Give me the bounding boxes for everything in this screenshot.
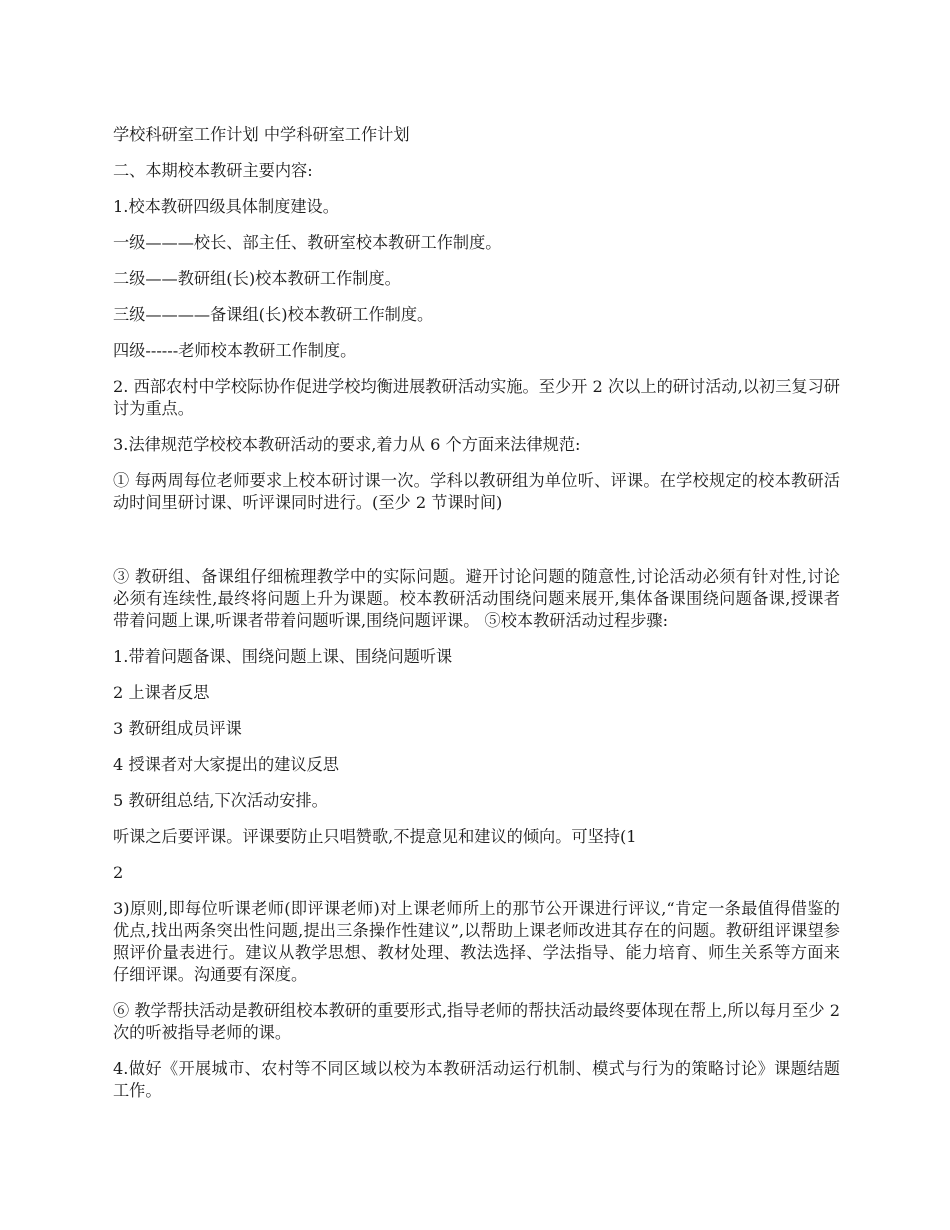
step-2-line: 2 上课者反思 bbox=[113, 683, 210, 702]
item-3-heading: 3.法律规范学校校本教研活动的要求,着力从 6 个方面来法律规范: bbox=[113, 435, 581, 454]
document-page bbox=[113, 124, 840, 1116]
evaluation-principle-paragraph: 3)原则,即每位听课老师(即评课老师)对上课老师所上的那节公开课进行评议,“肯定一条最值得借鉴的优点,找出两条突出性问题,提出三条操作性建议”,以帮助上课老师改进其存在的问题。教研组评课望参照评价量表进行。建议从教学思想、教材处理、教法选择、学法指导、能力培育、师生关系等方面来仔细评课。沟通要有深度。 bbox=[113, 899, 840, 984]
section-heading: 二、本期校本教研主要内容: bbox=[113, 161, 313, 180]
item-2-paragraph: 2. 西部农村中学校际协作促进学校均衡进展教研活动实施。至少开 2 次以上的研讨活动,以初三复习研讨为重点。 bbox=[113, 377, 840, 418]
step-1-line: 1.带着问题备课、围绕问题上课、围绕问题听课 bbox=[113, 647, 453, 666]
step-5-line: 5 教研组总结,下次活动安排。 bbox=[113, 791, 328, 810]
level-1-line: 一级———校长、部主任、教研室校本教研工作制度。 bbox=[113, 233, 502, 252]
requirement-1-paragraph: ① 每两周每位老师要求上校本研讨课一次。学科以教研组为单位听、评课。在学校规定的校本教研活动时间里研讨课、听评课同时进行。(至少 2 节课时间) bbox=[113, 471, 840, 512]
level-4-line: 四级------老师校本教研工作制度。 bbox=[113, 341, 357, 360]
item-heading: 1.校本教研四级具体制度建设。 bbox=[113, 197, 339, 216]
step-4-line: 4 授课者对大家提出的建议反思 bbox=[113, 755, 339, 774]
evaluation-number-line: 2 bbox=[113, 863, 124, 882]
evaluation-intro-paragraph: 听课之后要评课。评课要防止只唱赞歌,不提意见和建议的倾向。可坚持(1 bbox=[113, 827, 637, 846]
step-3-line: 3 教研组成员评课 bbox=[113, 719, 242, 738]
level-2-line: 二级——教研组(长)校本教研工作制度。 bbox=[113, 269, 401, 288]
level-3-line: 三级————备课组(长)校本教研工作制度。 bbox=[113, 305, 434, 324]
item-4-paragraph: 4.做好《开展城市、农村等不同区域以校为本教研活动运行机制、模式与行为的策略讨论》课题结题工作。 bbox=[113, 1059, 840, 1100]
blank-gap bbox=[113, 528, 840, 566]
document-title: 学校科研室工作计划 中学科研室工作计划 bbox=[113, 125, 410, 144]
requirement-6-paragraph: ⑥ 教学帮扶活动是教研组校本教研的重要形式,指导老师的帮扶活动最终要体现在帮上,所以每月至少 2 次的听被指导老师的课。 bbox=[113, 1001, 840, 1042]
requirement-3-paragraph: ③ 教研组、备课组仔细梳理教学中的实际问题。避开讨论问题的随意性,讨论活动必须有针对性,讨论必须有连续性,最终将问题上升为课题。校本教研活动围绕问题来展开,集体备课围绕问题备课,授课者带着问题上课,听课者带着问题听课,围绕问题评课。 ⑤校本教研活动过程步骤: bbox=[113, 567, 840, 630]
